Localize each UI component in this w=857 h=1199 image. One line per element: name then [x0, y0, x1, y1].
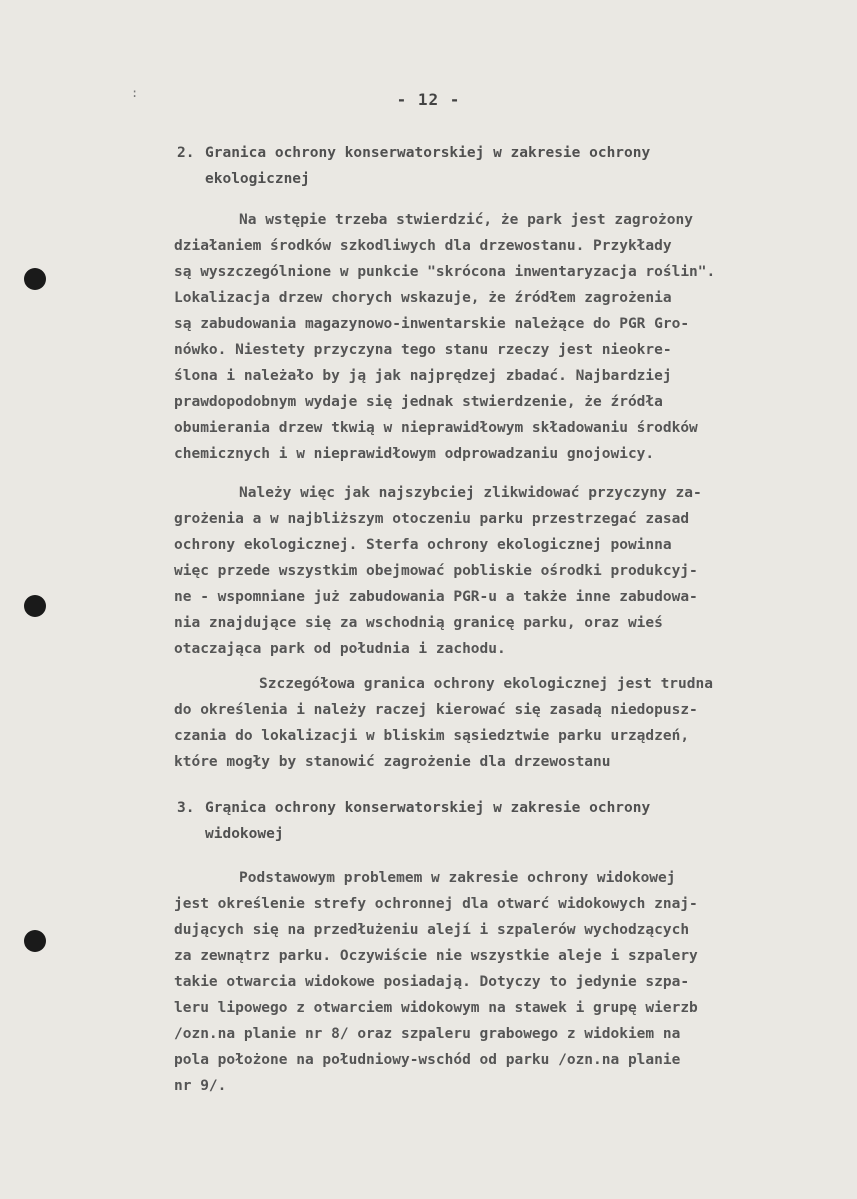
- text-line: są wyszczególnione w punkcie "skrócona inwentaryzacja roślin".: [174, 264, 716, 280]
- punch-hole-middle: [24, 595, 46, 617]
- punch-hole-top: [24, 268, 46, 290]
- section-heading: [177, 140, 650, 192]
- text-line: Lokalizacja drzew chorych wskazuje, że źródłem zagrożenia: [174, 290, 672, 306]
- heading-text: Granica ochrony konserwatorskiej w zakresie ochrony: [205, 145, 651, 161]
- text-line: więc przede wszystkim obejmować pobliskie ośrodki produkcyj-: [174, 563, 698, 579]
- punch-hole-bottom: [24, 930, 46, 952]
- text-line: pola położone na południowy-wschód od parku /ozn.na planie: [174, 1052, 681, 1068]
- text-line: działaniem środków szkodliwych dla drzewostanu. Przykłady: [174, 238, 672, 254]
- text-line: które mogły by stanowić zagrożenie dla drzewostanu: [174, 754, 611, 770]
- section-heading: [177, 795, 650, 847]
- text-line: nówko. Niestety przyczyna tego stanu rzeczy jest nieokre-: [174, 342, 672, 358]
- text-line: nr 9/.: [174, 1078, 227, 1094]
- margin-mark: :: [131, 86, 139, 100]
- paragraph: [174, 207, 715, 467]
- text-line: takie otwarcia widokowe posiadają. Dotyczy to jedynie szpa-: [174, 974, 690, 990]
- text-line: obumierania drzew tkwią w nieprawidłowym składowaniu środków: [174, 420, 698, 436]
- text-line: dujących się na przedłużeniu alejí i szpalerów wychodzących: [174, 922, 690, 938]
- text-line: czania do lokalizacji w bliskim sąsiedztwie parku urządzeń,: [174, 728, 690, 744]
- text-line: grożenia a w najbliższym otoczeniu parku przestrzegać zasad: [174, 511, 690, 527]
- text-line: ślona i należało by ją jak najprędzej zbadać. Najbardziej: [174, 368, 672, 384]
- text-line: leru lipowego z otwarciem widokowym na stawek i grupę wierzb: [174, 1000, 698, 1016]
- text-line: jest określenie strefy ochronnej dla otwarć widokowych znaj-: [174, 896, 698, 912]
- heading-number: 3.: [177, 800, 195, 816]
- text-line: Szczegółowa granica ochrony ekologicznej jest trudna: [259, 676, 713, 692]
- text-line: ne - wspomniane już zabudowania PGR-u a także inne zabudowa-: [174, 589, 698, 605]
- paragraph: [174, 671, 713, 775]
- text-line: Podstawowym problemem w zakresie ochrony widokowej: [239, 870, 676, 886]
- text-line: do określenia i należy raczej kierować się zasadą niedopusz-: [174, 702, 698, 718]
- text-line: za zewnątrz parku. Oczywiście nie wszystkie aleje i szpalery: [174, 948, 698, 964]
- heading-text: ekologicznej: [205, 171, 310, 187]
- text-line: chemicznych i w nieprawidłowym odprowadzaniu gnojowicy.: [174, 446, 655, 462]
- heading-text: widokowej: [205, 826, 284, 842]
- paragraph: [174, 480, 702, 662]
- text-line: Należy więc jak najszybciej zlikwidować przyczyny za-: [239, 485, 702, 501]
- text-line: nia znajdujące się za wschodnią granicę parku, oraz wieś: [174, 615, 663, 631]
- text-line: otaczająca park od południa i zachodu.: [174, 641, 506, 657]
- heading-text: Grąnica ochrony konserwatorskiej w zakresie ochrony: [205, 800, 651, 816]
- text-line: prawdopodobnym wydaje się jednak stwierdzenie, że źródła: [174, 394, 663, 410]
- text-line: są zabudowania magazynowo-inwentarskie należące do PGR Gro-: [174, 316, 690, 332]
- paragraph: [174, 865, 698, 1099]
- page-number: - 12 -: [396, 90, 461, 109]
- text-line: /ozn.na planie nr 8/ oraz szpaleru grabowego z widokiem na: [174, 1026, 681, 1042]
- text-line: Na wstępie trzeba stwierdzić, że park jest zagrożony: [239, 212, 693, 228]
- heading-number: 2.: [177, 145, 195, 161]
- text-line: ochrony ekologicznej. Sterfa ochrony ekologicznej powinna: [174, 537, 672, 553]
